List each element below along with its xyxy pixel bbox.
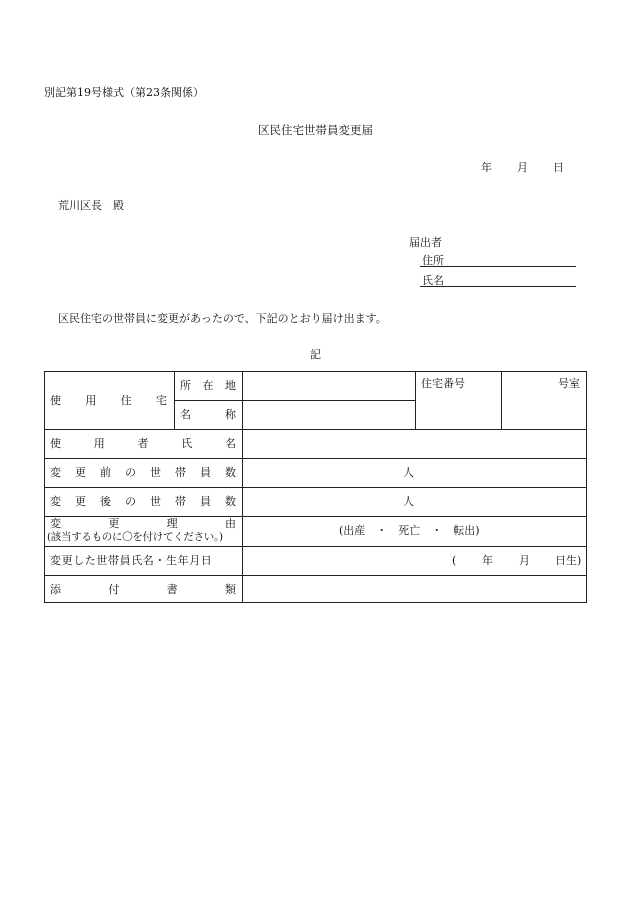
house-number-input[interactable] [416, 392, 500, 428]
location-input[interactable] [243, 372, 414, 400]
date-day: 日 [553, 161, 564, 174]
form-number: 別記第19号様式（第23条関係） [44, 86, 204, 99]
changed-member-name-input[interactable] [243, 547, 448, 574]
document-title: 区民住宅世帯員変更届 [258, 123, 373, 137]
changed-member-label: 変更した世帯員氏名・生年月日 [50, 554, 213, 567]
attachments-label: 添 付 書 類 [50, 583, 236, 596]
attachments-input[interactable] [243, 576, 586, 602]
housing-label: 使 用 住 宅 [50, 394, 167, 407]
divider-housing-col [174, 371, 175, 429]
housing-name-label: 名 称 [180, 408, 236, 421]
before-count-input[interactable] [243, 459, 398, 486]
birth-year-label: 年 [482, 554, 493, 567]
applicant-heading: 届出者 [409, 236, 442, 249]
reason-options[interactable]: (出産 ・ 死亡 ・ 転出) [339, 524, 480, 537]
after-count-input[interactable] [243, 488, 398, 515]
user-name-input[interactable] [243, 430, 586, 457]
housing-name-input[interactable] [243, 401, 414, 429]
applicant-address-label: 住所 [422, 254, 444, 267]
reason-label: 変 更 理 由 [50, 517, 236, 530]
body-text: 区民住宅の世帯員に変更があったので、下記のとおり届け出ます。 [58, 312, 387, 325]
location-label: 所 在 地 [180, 379, 236, 392]
room-label: 号室 [558, 377, 580, 390]
room-input[interactable] [502, 392, 586, 428]
applicant-name-line[interactable] [420, 286, 576, 287]
applicant-address-line[interactable] [420, 266, 576, 267]
date-month: 月 [517, 161, 528, 174]
user-name-label: 使 用 者 氏 名 [50, 437, 236, 450]
before-count-label: 変 更 前 の 世 帯 員 数 [50, 466, 236, 479]
after-count-label: 変 更 後 の 世 帯 員 数 [50, 495, 236, 508]
reason-note: (該当するものに〇を付けてください。) [47, 531, 223, 543]
birth-open-paren: ( [452, 554, 457, 567]
birth-month-label: 月 [519, 554, 530, 567]
applicant-name-label: 氏名 [422, 274, 444, 287]
addressee: 荒川区長 殿 [58, 199, 124, 212]
before-count-unit: 人 [403, 466, 414, 479]
house-number-label: 住宅番号 [421, 377, 465, 390]
date-year: 年 [481, 161, 492, 174]
birth-day-label: 日生) [555, 554, 582, 567]
ki-heading: 記 [310, 348, 321, 361]
after-count-unit: 人 [403, 495, 414, 508]
